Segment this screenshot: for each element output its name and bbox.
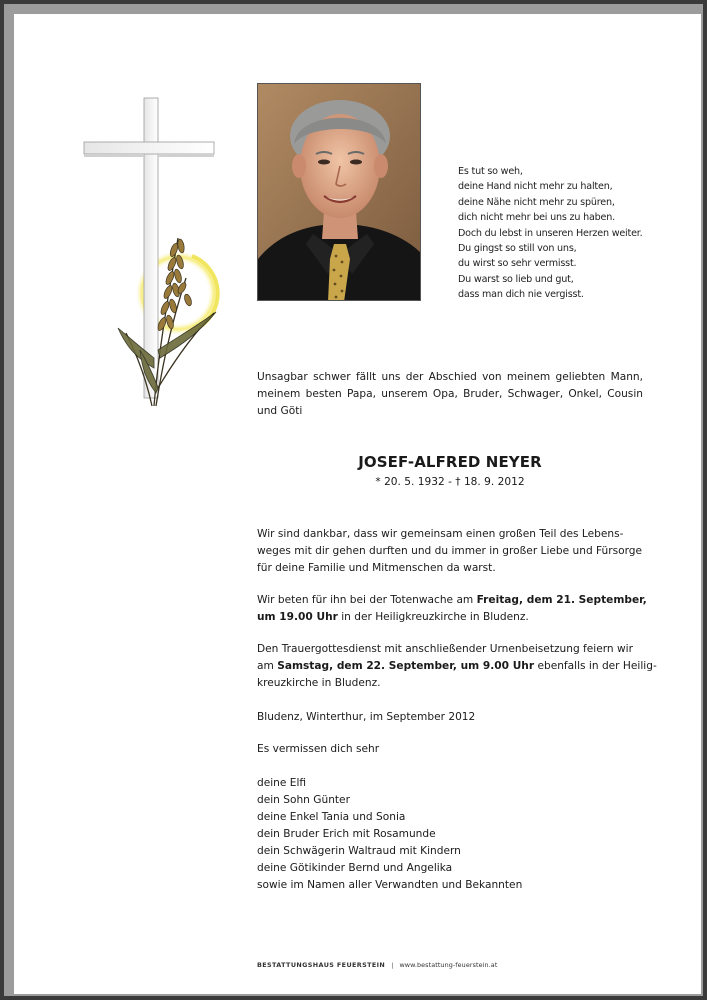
text-line bbox=[257, 658, 657, 675]
vigil-date: Freitag, dem 21. September, bbox=[476, 594, 647, 606]
poem-line: deine Nähe nicht mehr zu spüren, bbox=[458, 196, 615, 208]
mourners-list bbox=[257, 775, 652, 894]
footer bbox=[257, 961, 497, 969]
cross-wheat-icon bbox=[66, 88, 241, 418]
poem-line: Du warst so lieb und gut, bbox=[458, 273, 574, 285]
text-line bbox=[257, 609, 652, 626]
mourner: deine Götikinder Bernd und Angelika bbox=[257, 862, 453, 874]
portrait-photo bbox=[257, 83, 421, 301]
poem-line: dich nicht mehr bei uns zu haben. bbox=[458, 212, 615, 224]
poem-line: Du gingst so still von uns, bbox=[458, 243, 577, 255]
text-line bbox=[257, 592, 652, 609]
poem-line: Doch du lebst in unseren Herzen weiter. bbox=[458, 227, 643, 239]
mourner: dein Schwägerin Waltraud mit Kindern bbox=[257, 845, 461, 857]
text-span: am bbox=[257, 660, 278, 672]
poem-line: du wirst so sehr vermisst. bbox=[458, 258, 577, 270]
mourner: dein Bruder Erich mit Rosamunde bbox=[257, 828, 436, 840]
service-paragraph bbox=[257, 641, 657, 692]
thanks-paragraph bbox=[257, 526, 652, 577]
text-span: Wir beten für ihn bei der Totenwache am bbox=[257, 594, 477, 606]
mourner: deine Elfi bbox=[257, 777, 307, 789]
poem-line: Es tut so weh, bbox=[458, 166, 523, 177]
text-span: in der Heiligkreuzkirche in Bludenz. bbox=[337, 611, 529, 623]
life-dates: * 20. 5. 1932 - † 18. 9. 2012 bbox=[375, 476, 525, 488]
text-line: Den Trauergottesdienst mit anschließender Urnenbeisetzung feiern wir bbox=[257, 643, 633, 655]
vigil-time: um 19.00 Uhr bbox=[257, 611, 338, 623]
text-line: kreuzkirche in Bludenz. bbox=[257, 677, 381, 689]
deceased-name: JOSEF-ALFRED NEYER bbox=[358, 453, 542, 471]
service-date-time: Samstag, dem 22. September, um 9.00 Uhr bbox=[277, 660, 535, 672]
vigil-paragraph bbox=[257, 592, 652, 626]
poem bbox=[458, 164, 658, 303]
text-line: Wir sind dankbar, dass wir gemeinsam einen großen Teil des Lebens- bbox=[257, 528, 624, 540]
footer-separator: | bbox=[391, 961, 394, 969]
text-line: weges mit dir gehen durften und du immer in großer Liebe und Fürsorge bbox=[257, 545, 643, 557]
mourner: sowie im Namen aller Verwandten und Bekannten bbox=[257, 879, 523, 891]
company-name: BESTATTUNGSHAUS FEUERSTEIN bbox=[257, 961, 386, 969]
company-url[interactable]: www.bestattung-feuerstein.at bbox=[399, 961, 498, 969]
poem-line: deine Hand nicht mehr zu halten, bbox=[458, 181, 613, 193]
page-frame bbox=[4, 4, 703, 996]
poem-line: dass man dich nie vergisst. bbox=[458, 289, 584, 301]
intro-text: Unsagbar schwer fällt uns der Abschied von meinem geliebten Mann, meinem besten Papa, unserem Opa, Bruder, Schwager, Onkel, Cousin und Göti bbox=[257, 371, 643, 417]
place-date: Bludenz, Winterthur, im September 2012 bbox=[257, 711, 476, 723]
mourner: deine Enkel Tania und Sonia bbox=[257, 811, 406, 823]
mourner: dein Sohn Günter bbox=[257, 794, 350, 806]
obituary-page bbox=[14, 14, 701, 994]
miss-intro: Es vermissen dich sehr bbox=[257, 743, 380, 755]
text-span: ebenfalls in der Heilig- bbox=[534, 660, 657, 672]
text-line: für deine Familie und Mitmenschen da warst. bbox=[257, 562, 496, 574]
